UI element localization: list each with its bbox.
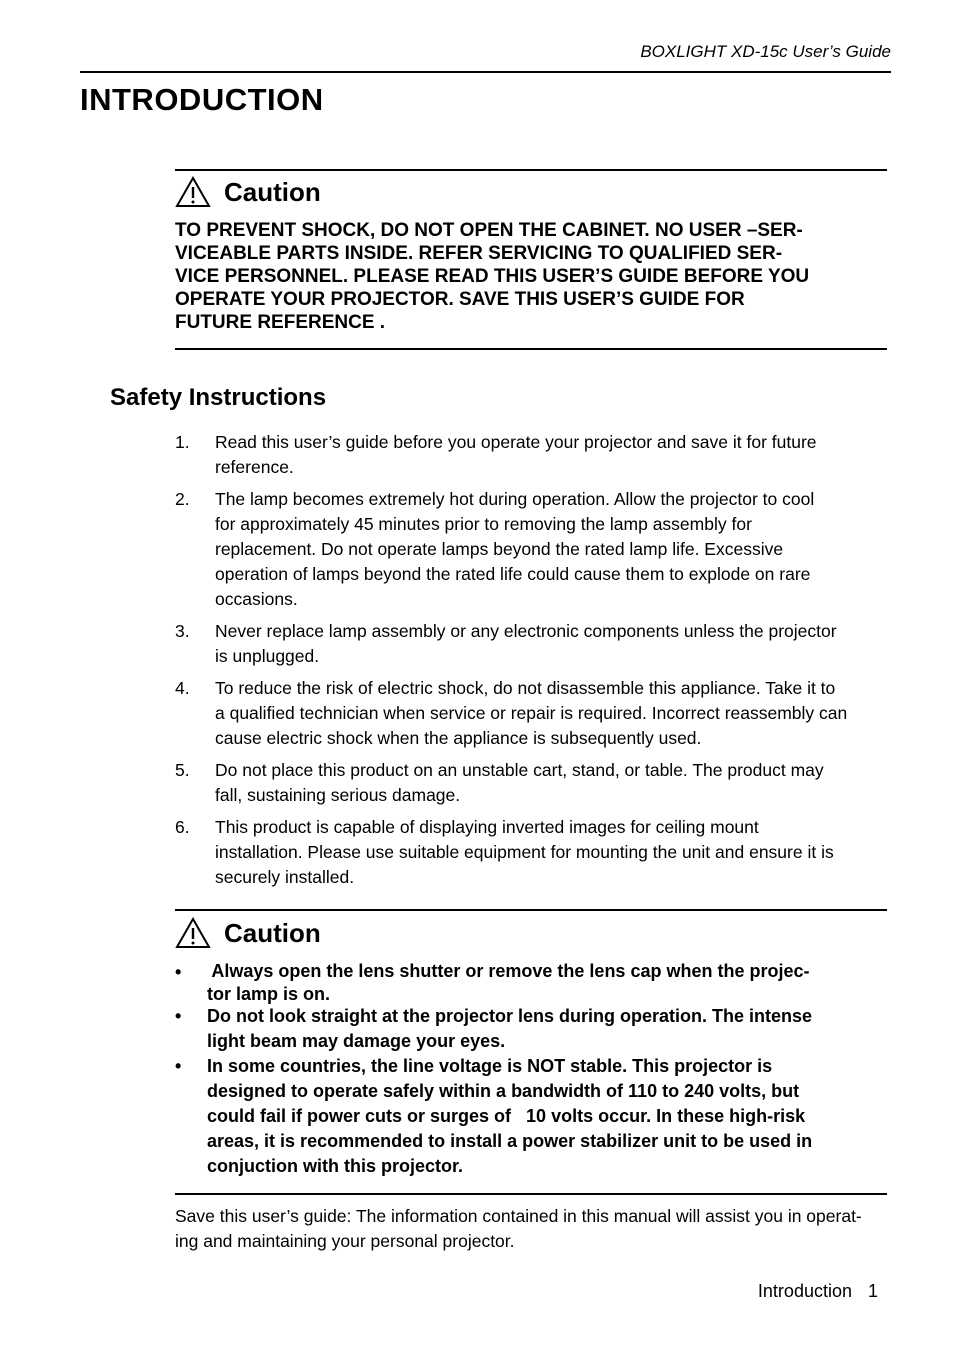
caution1-title: Caution	[224, 176, 321, 207]
note-text: The information contained in this manual will assist you in operat-	[351, 1206, 862, 1226]
bullet-marker: •	[175, 962, 182, 982]
warning-triangle-icon	[175, 917, 211, 949]
item-number: 5.	[175, 760, 190, 780]
footer-section: Introduction	[757, 1281, 852, 1301]
item-line: occasions.	[215, 589, 298, 609]
bullet-line: Do not look straight at the projector lens during operation. The intense	[207, 1006, 813, 1026]
note-label: Save this user’s guide:	[175, 1206, 352, 1226]
item-line: To reduce the risk of electric shock, do not disassemble this appliance. Take it to	[215, 678, 836, 698]
item-line: cause electric shock when the appliance is subsequently used.	[215, 728, 702, 748]
page-number: 1	[867, 1281, 878, 1301]
safety-heading: Safety Instructions	[110, 384, 327, 411]
page-footer	[758, 1281, 878, 1302]
safety-item	[0, 430, 954, 480]
item-line: Never replace lamp assembly or any electronic components unless the projector	[215, 621, 837, 641]
item-line: replacement. Do not operate lamps beyond the rated lamp life. Excessive	[215, 539, 784, 559]
warning-triangle-icon	[175, 176, 211, 208]
item-number: 4.	[175, 678, 190, 698]
caution2-heading	[175, 917, 321, 949]
bullet-line: Always open the lens shutter or remove the lens cap when the projec-	[207, 961, 810, 981]
caution2-list	[0, 960, 954, 1179]
caution1-line: VICEABLE PARTS INSIDE. REFER SERVICING TO QUALIFIED SER-	[175, 243, 783, 264]
safety-item	[0, 676, 954, 751]
caution1-heading	[175, 176, 321, 208]
caution2-title: Caution	[224, 917, 321, 948]
caution1-line: TO PREVENT SHOCK, DO NOT OPEN THE CABINET. NO USER –SER-	[175, 220, 803, 241]
caution2-item	[0, 960, 954, 1006]
item-line: Do not place this product on an unstable cart, stand, or table. The product may	[215, 760, 824, 780]
item-line: fall, sustaining serious damage.	[215, 785, 461, 805]
note-top-rule	[175, 1193, 887, 1195]
caution2-item	[0, 1054, 954, 1179]
bullet-line: areas, it is recommended to install a power stabilizer unit to be used in	[207, 1131, 813, 1151]
caution2-top-rule	[175, 909, 887, 911]
caution2-item	[0, 1004, 954, 1054]
item-line: operation of lamps beyond the rated life could cause them to explode on rare	[215, 564, 811, 584]
bullet-line: conjuction with this projector.	[207, 1156, 464, 1176]
item-line: Read this user’s guide before you operate your projector and save it for future	[215, 432, 817, 452]
item-number: 6.	[175, 817, 190, 837]
item-line: for approximately 45 minutes prior to removing the lamp assembly for	[215, 514, 752, 534]
safety-item	[0, 758, 954, 808]
item-line: reference.	[215, 457, 294, 477]
running-header: BOXLIGHT XD-15c User’s Guide	[640, 42, 891, 61]
bullet-line: could fail if power cuts or surges of 10 volts occur. In these high-risk	[207, 1106, 806, 1126]
bullet-line: light beam may damage your eyes.	[207, 1031, 506, 1051]
item-line: installation. Please use suitable equipment for mounting the unit and ensure it is	[215, 842, 834, 862]
item-line: is unplugged.	[215, 646, 320, 666]
caution1-text	[175, 219, 891, 334]
save-guide-note	[175, 1204, 891, 1254]
item-number: 1.	[175, 432, 190, 452]
caution1-bottom-rule	[175, 348, 887, 350]
safety-list	[0, 430, 954, 897]
item-number: 3.	[175, 621, 190, 641]
bullet-line: In some countries, the line voltage is NOT stable. This projector is	[207, 1056, 773, 1076]
caution1-line: OPERATE YOUR PROJECTOR. SAVE THIS USER’S GUIDE FOR	[175, 289, 745, 310]
header-rule	[80, 71, 891, 73]
item-number: 2.	[175, 489, 190, 509]
caution1-top-rule	[175, 169, 887, 171]
caution1-line: VICE PERSONNEL. PLEASE READ THIS USER’S GUIDE BEFORE YOU	[175, 266, 810, 287]
safety-item	[0, 815, 954, 890]
item-line: a qualified technician when service or repair is required. Incorrect reassembly can	[215, 703, 848, 723]
item-line: securely installed.	[215, 867, 355, 887]
page-title: INTRODUCTION	[80, 82, 324, 117]
caution1-line: FUTURE REFERENCE .	[175, 312, 386, 333]
bullet-marker: •	[175, 1056, 182, 1076]
safety-item	[0, 487, 954, 612]
bullet-line: tor lamp is on.	[207, 984, 331, 1004]
item-line: This product is capable of displaying inverted images for ceiling mount	[215, 817, 759, 837]
note-text-cont: ing and maintaining your personal projector.	[175, 1231, 515, 1251]
safety-item	[0, 619, 954, 669]
bullet-line: designed to operate safely within a bandwidth of 110 to 240 volts, but	[207, 1081, 800, 1101]
bullet-marker: •	[175, 1006, 182, 1026]
item-line: The lamp becomes extremely hot during operation. Allow the projector to cool	[215, 489, 815, 509]
